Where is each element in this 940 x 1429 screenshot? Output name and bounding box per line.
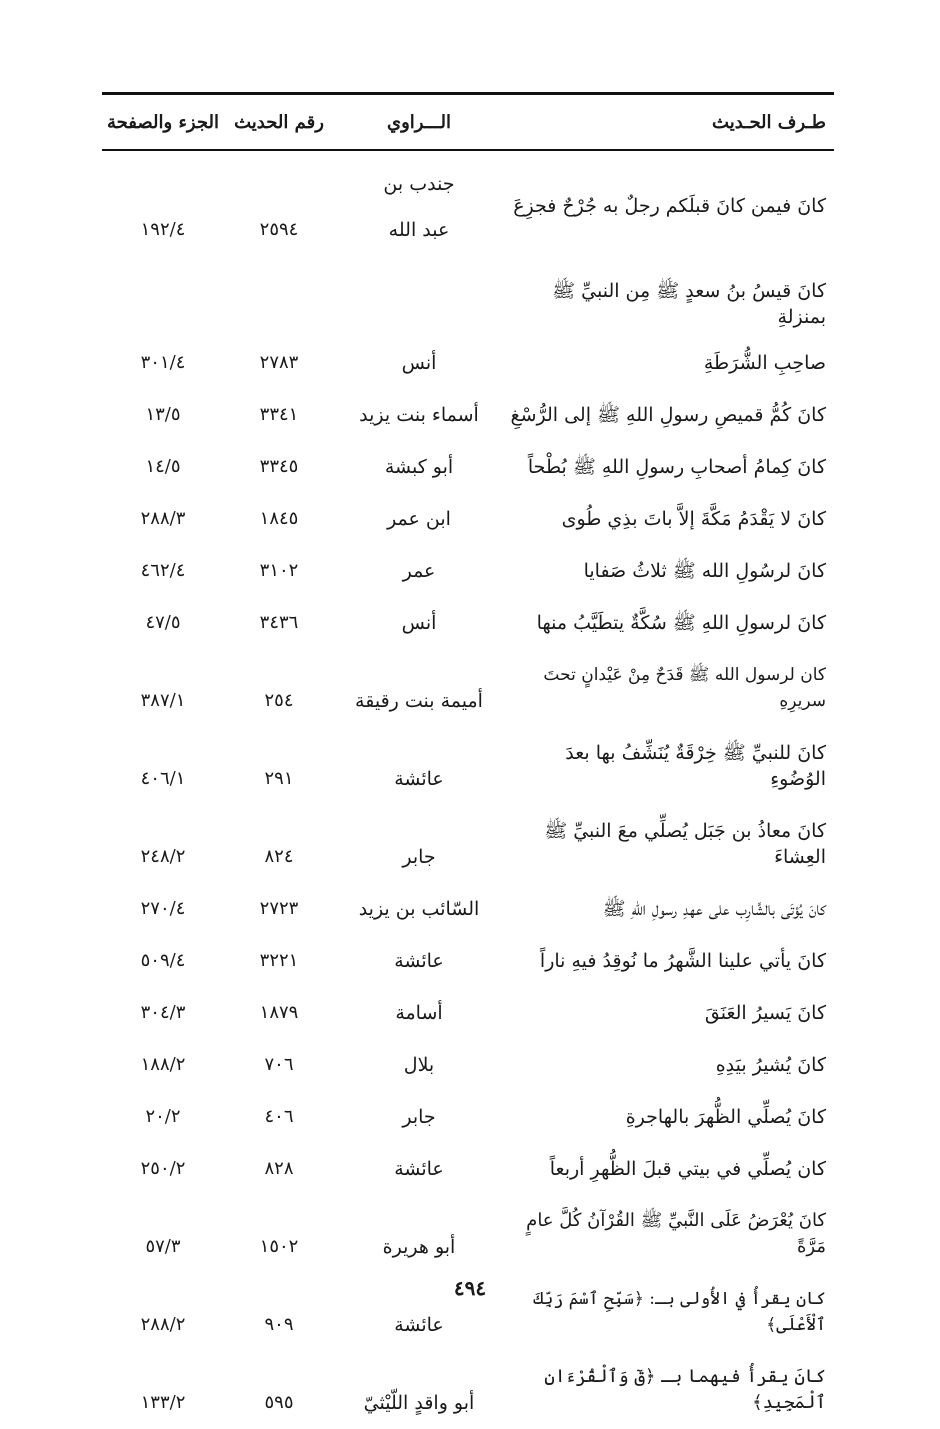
hadith-number: ٤٠٦	[264, 1106, 294, 1127]
volume-page: ٥٧/٣	[145, 1236, 181, 1257]
rawi-cell: عمر	[402, 560, 436, 582]
page-number: ٤٩٤	[453, 1276, 487, 1300]
hadith-text: كانَ لرسولِ اللهِ ﷺ سُكَّةٌ يتطَيَّبُ منها	[536, 612, 826, 634]
hadith-text: كانَ يُصلِّي الظُّهرَ بالهاجرةِ	[625, 1106, 826, 1128]
header-rawi: الـــراوي	[386, 111, 452, 133]
hadith-number: ٣٣٤٥	[259, 456, 299, 477]
hadith-line: كانَ قيسُ بنُ سعدٍ ﷺ مِن النبيِّ ﷺ بمنزلةِ	[552, 280, 826, 328]
table-row	[102, 1351, 834, 1429]
hadith-number: ٢٥٩٤	[259, 219, 299, 240]
hadith-text: كانَ يأتي علينا الشَّهرُ ما نُوقِدُ فيهِ ناراً	[539, 950, 826, 972]
table-row	[102, 805, 834, 883]
hadith-text	[504, 278, 834, 376]
rawi-cell: جابر	[402, 846, 436, 868]
volume-page: ٤٠٦/١	[140, 768, 186, 789]
table-row	[102, 727, 834, 805]
table-row	[102, 649, 834, 727]
rawi-cell: أبو واقدٍ اللّيْثيّ	[363, 1392, 475, 1414]
rawi-line: جندب بن	[383, 173, 455, 195]
hadith-text: كانَ يَسيرُ العَنَقَ	[704, 1002, 826, 1024]
table-row	[102, 1039, 834, 1091]
hadith-text	[504, 193, 834, 243]
rawi-cell: ابن عمر	[387, 508, 451, 530]
rawi-cell	[334, 171, 504, 243]
hadith-text: كانَ كُمُّ قميصِ رسولِ اللهِ ﷺ إلى الرُّسْغِ	[510, 404, 826, 426]
header-num: رقم الحديث	[234, 111, 324, 133]
volume-page: ١٨٨/٢	[140, 1054, 186, 1075]
table-row	[102, 1143, 834, 1195]
volume-page: ١٤/٥	[145, 456, 181, 477]
rawi-cell: السّائب بن يزيد	[358, 898, 480, 920]
hadith-text: كانَ للنبيِّ ﷺ خِرْقَةٌ يُنَشِّفُ بها بعدَ الوُضُوءِ	[565, 742, 826, 790]
hadith-number: ٩٠٩	[264, 1314, 294, 1335]
rawi-cell: أنس	[401, 352, 437, 374]
table-row	[102, 1195, 834, 1273]
table-row	[102, 935, 834, 987]
hadith-number: ٨٢٤	[264, 846, 294, 867]
hadith-line: كانَ فيمن كانَ قبلَكم رجلٌ به جُرْحٌ فجزِعَ	[513, 195, 826, 217]
hadith-number: ١٨٧٩	[259, 1002, 299, 1023]
table-row	[102, 883, 834, 935]
hadith-text: كان يقرأُ في الأُولى بـ: ﴿سَبِّحِ ٱسْمَ رَبِّكَ ٱلْأَعْلَى﴾	[533, 1289, 826, 1335]
volume-page: ٢٤٨/٢	[140, 846, 186, 867]
volume-page: ٢٧٠/٤	[140, 898, 186, 919]
hadith-number: ٥٩٥	[264, 1392, 294, 1413]
rawi-cell: عائشة	[394, 950, 444, 972]
volume-page: ٢٠/٢	[145, 1106, 181, 1127]
rawi-cell: أسامة	[395, 1002, 443, 1024]
rawi-cell: بلال	[403, 1054, 435, 1076]
volume-page: ١٣/٥	[145, 404, 181, 425]
volume-page: ٤٦٢/٤	[140, 560, 186, 581]
hadith-text: كانَ كِمامُ أصحابِ رسولِ اللهِ ﷺ بُطْحاً	[527, 456, 826, 478]
hadith-text: كان لرسول الله ﷺ قَدَحٌ مِنْ عَيْدانٍ تحتَ سريرِهِ	[543, 665, 826, 711]
table-row	[102, 987, 834, 1039]
hadith-text: كان يُصلِّي في بيتي قبلَ الظُّهرِ أربعاً	[549, 1158, 826, 1180]
header-page: الجزء والصفحة	[107, 111, 219, 133]
rawi-cell: أبو كبشة	[384, 456, 454, 478]
table-row	[102, 256, 834, 389]
rawi-cell: أبو هريرة	[382, 1236, 456, 1258]
volume-page: ١٣٣/٢	[140, 1392, 186, 1413]
table-row	[102, 151, 834, 256]
hadith-number: ٣١٠٢	[259, 560, 299, 581]
index-table	[102, 92, 834, 1429]
hadith-number: ١٨٤٥	[259, 508, 299, 529]
table-row	[102, 493, 834, 545]
hadith-number: ٢٧٨٣	[259, 352, 299, 373]
table-row	[102, 389, 834, 441]
hadith-text: كانَ لرسُولِ الله ﷺ ثلاثُ صَفايا	[583, 560, 826, 582]
rawi-cell: عائشة	[394, 1158, 444, 1180]
hadith-number: ٨٢٨	[264, 1158, 294, 1179]
hadith-number: ٢٥٤	[264, 690, 294, 711]
table-header	[102, 95, 834, 149]
hadith-number: ١٥٠٢	[259, 1236, 299, 1257]
rawi-cell: عائشة	[394, 1314, 444, 1336]
hadith-text: كانَ يقرأُ فيهما بـ ﴿قٓ وَٱلْقُرْءَانِ ٱلْمَجِيدِ﴾	[544, 1366, 826, 1413]
volume-page: ٥٠٩/٤	[140, 950, 186, 971]
volume-page: ٣٠٤/٣	[140, 1002, 186, 1023]
hadith-number: ٣٣٤١	[259, 404, 299, 425]
hadith-text: كانَ يُعْرَضُ عَلَى النَّبيِّ ﷺ القُرْآنُ كُلَّ عامٍ مَرَّةً	[526, 1210, 826, 1257]
rawi-cell: أسماء بنت يزيد	[359, 404, 479, 426]
hadith-number: ٣٢٢١	[259, 950, 299, 971]
rawi-cell: جابر	[402, 1106, 436, 1128]
table-row	[102, 1091, 834, 1143]
hadith-text: كانَ لا يَقْدَمُ مَكَّةَ إلاَّ باتَ بذِي طُوى	[561, 508, 826, 530]
hadith-text: كانَ يُؤتَى بالشَّارِب على عهدِ رسولِ اللهِ ﷺ	[602, 898, 826, 920]
rawi-line: عبد الله	[388, 219, 450, 241]
table-row	[102, 441, 834, 493]
table-row	[102, 545, 834, 597]
hadith-number: ٢٧٢٣	[259, 898, 299, 919]
hadith-number: ٢٩١	[264, 768, 294, 789]
hadith-text: كانَ يُشيرُ بيَدِهِ	[715, 1054, 826, 1076]
rawi-cell: أميمة بنت رقيقة	[355, 690, 483, 712]
table-row	[102, 597, 834, 649]
rawi-cell: أنس	[401, 612, 437, 634]
volume-page: ٢٨٨/٢	[140, 1314, 186, 1335]
hadith-number: ٧٠٦	[264, 1054, 294, 1075]
volume-page: ٣٨٧/١	[140, 690, 186, 711]
hadith-number: ٣٤٣٦	[259, 612, 299, 633]
volume-page: ٢٥٠/٢	[140, 1158, 186, 1179]
volume-page: ٤٧/٥	[145, 612, 181, 633]
rawi-cell: عائشة	[394, 768, 444, 790]
hadith-line: صاحِبِ الشُّرَطَةِ	[703, 352, 826, 374]
volume-page: ١٩٢/٤	[140, 219, 186, 240]
volume-page: ٢٨٨/٣	[140, 508, 186, 529]
volume-page: ٣٠١/٤	[140, 352, 186, 373]
hadith-text: كانَ معاذُ بن جَبَل يُصلِّي معَ النبيِّ ﷺ العِشاءَ	[544, 820, 826, 868]
header-hadith: طـرف الحـديث	[712, 111, 826, 133]
